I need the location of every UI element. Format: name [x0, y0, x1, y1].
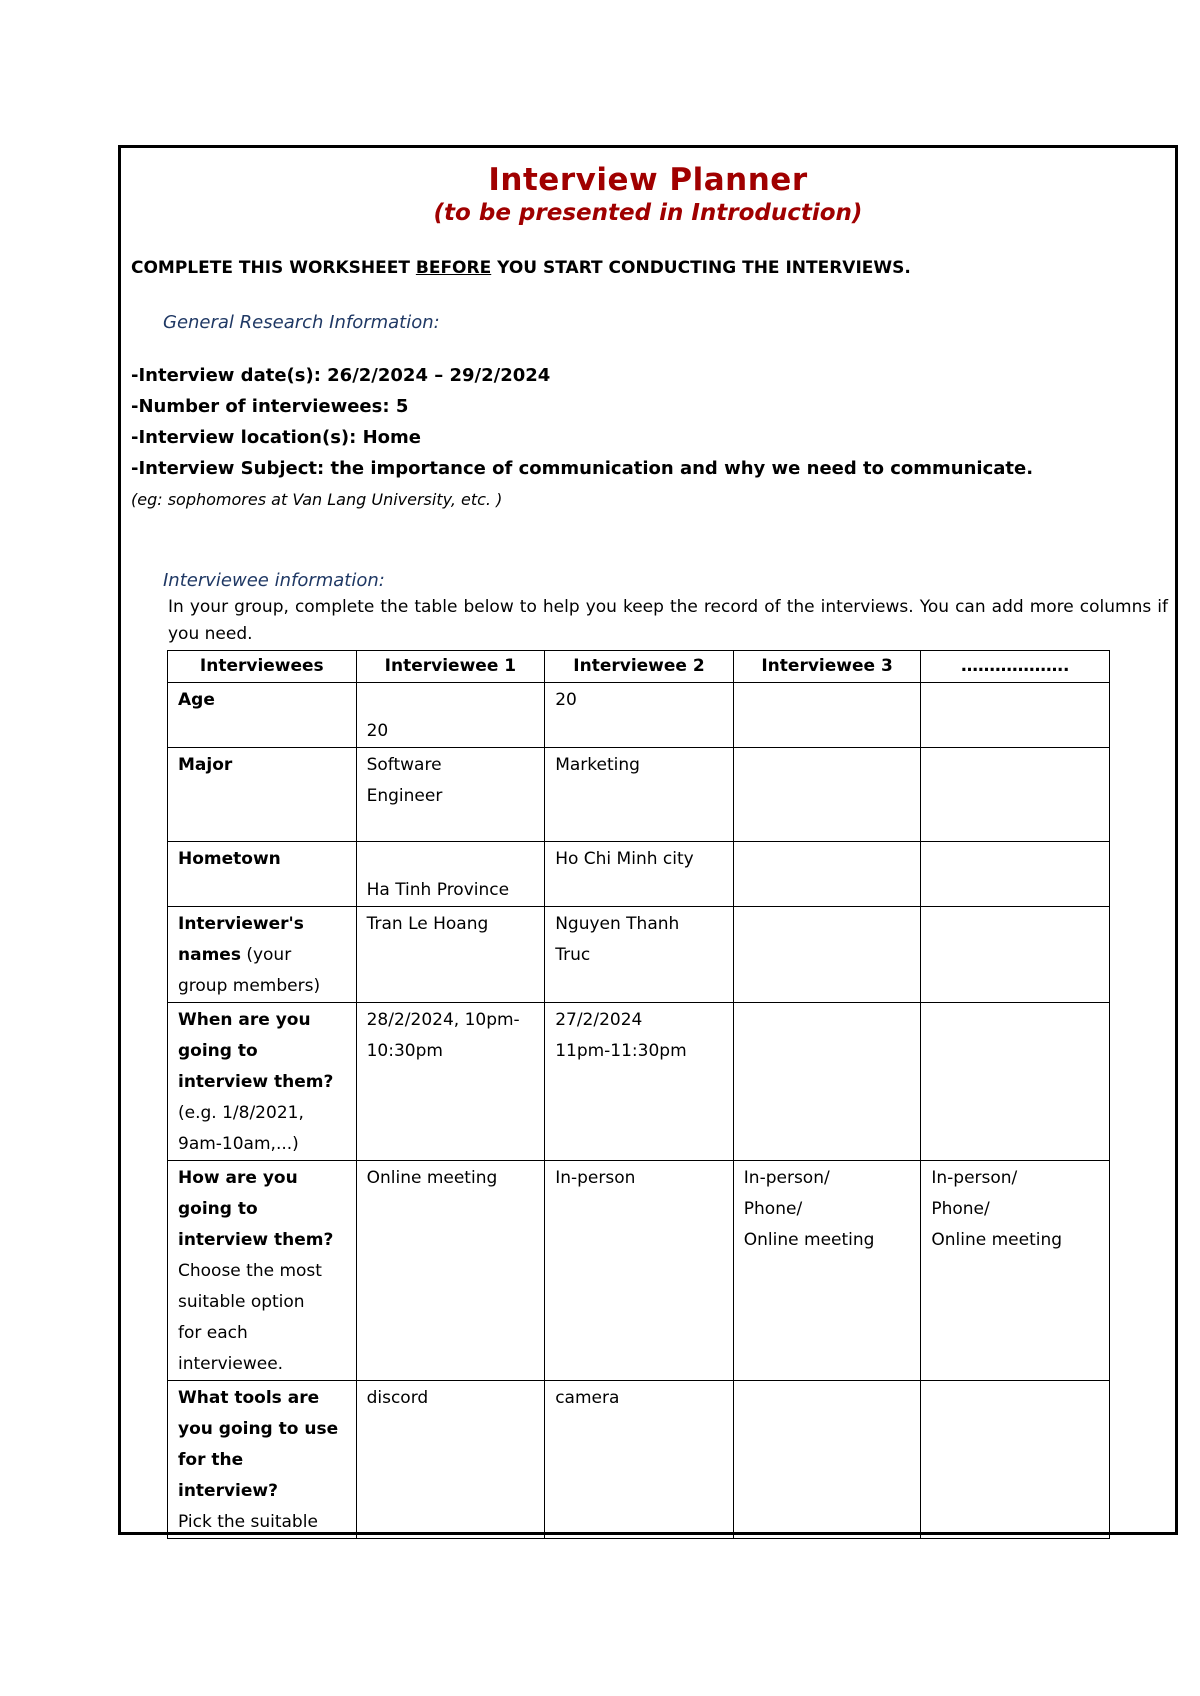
cell-hometown-3 — [733, 842, 921, 907]
table-row-tools — [168, 1381, 1110, 1539]
cell-when-4 — [921, 1003, 1110, 1161]
cell-interviewer-4 — [921, 907, 1110, 1003]
header-interviewee-3: Interviewee 3 — [733, 651, 921, 683]
table-row-age — [168, 683, 1110, 748]
header-interviewees: Interviewees — [168, 651, 357, 683]
table-row-when — [168, 1003, 1110, 1161]
table-row-how — [168, 1161, 1110, 1381]
cell-major-1: Software Engineer — [356, 748, 545, 842]
interview-location: -Interview location(s): Home — [131, 427, 422, 448]
cell-tools-2: camera — [545, 1381, 734, 1539]
cell-hometown-4 — [921, 842, 1110, 907]
row-label-when: When are you going to interview them? (e.g. 1/8/2021, 9am-10am,...) — [168, 1003, 357, 1161]
row-label-tools: What tools are you going to use for the interview? Pick the suitable — [168, 1381, 357, 1539]
worksheet-instruction: COMPLETE THIS WORKSHEET BEFORE YOU START CONDUCTING THE INTERVIEWS. — [131, 258, 911, 278]
page-subtitle: (to be presented in Introduction) — [433, 200, 863, 226]
header-interviewee-2: Interviewee 2 — [545, 651, 734, 683]
cell-interviewer-2: Nguyen Thanh Truc — [545, 907, 734, 1003]
page-frame — [118, 145, 1178, 1535]
cell-major-3 — [733, 748, 921, 842]
header-more: ………………. — [921, 651, 1110, 683]
cell-major-2: Marketing — [545, 748, 734, 842]
subject-example: (eg: sophomores at Van Lang University, etc. ) — [131, 490, 503, 509]
cell-how-2: In-person — [545, 1161, 734, 1381]
row-label-hometown: Hometown — [168, 842, 357, 907]
row-label-age: Age — [168, 683, 357, 748]
cell-age-2: 20 — [545, 683, 734, 748]
cell-when-2: 27/2/2024 11pm-11:30pm — [545, 1003, 734, 1161]
interviewee-table — [167, 650, 1110, 1539]
cell-when-3 — [733, 1003, 921, 1161]
cell-when-1: 28/2/2024, 10pm- 10:30pm — [356, 1003, 545, 1161]
table-row-major — [168, 748, 1110, 842]
general-info-heading: General Research Information: — [163, 312, 440, 333]
row-label-major: Major — [168, 748, 357, 842]
cell-how-1: Online meeting — [356, 1161, 545, 1381]
table-row-interviewer — [168, 907, 1110, 1003]
cell-age-1: 20 — [356, 683, 545, 748]
cell-tools-3 — [733, 1381, 921, 1539]
interviewee-info-heading: Interviewee information: — [163, 570, 385, 591]
cell-age-4 — [921, 683, 1110, 748]
row-label-how: How are you going to interview them? Choose the most suitable option for each interviewee. — [168, 1161, 357, 1381]
table-row-hometown — [168, 842, 1110, 907]
cell-age-3 — [733, 683, 921, 748]
cell-interviewer-3 — [733, 907, 921, 1003]
cell-hometown-2: Ho Chi Minh city — [545, 842, 734, 907]
cell-major-4 — [921, 748, 1110, 842]
interview-date: -Interview date(s): 26/2/2024 – 29/2/2024 — [131, 365, 551, 386]
header-interviewee-1: Interviewee 1 — [356, 651, 545, 683]
page-title: Interview Planner — [488, 162, 808, 198]
cell-interviewer-1: Tran Le Hoang — [356, 907, 545, 1003]
cell-tools-4 — [921, 1381, 1110, 1539]
cell-how-3: In-person/ Phone/ Online meeting — [733, 1161, 921, 1381]
cell-hometown-1: Ha Tinh Province — [356, 842, 545, 907]
cell-how-4: In-person/ Phone/ Online meeting — [921, 1161, 1110, 1381]
row-label-interviewer: Interviewer's names (your group members) — [168, 907, 357, 1003]
table-intro: In your group, complete the table below to help you keep the record of the interviews. You can add more columns if you need. — [168, 597, 1168, 644]
table-header-row — [168, 651, 1110, 683]
interviewee-count: -Number of interviewees: 5 — [131, 396, 409, 417]
cell-tools-1: discord — [356, 1381, 545, 1539]
interview-subject: -Interview Subject: the importance of communication and why we need to communicate. — [131, 458, 1034, 479]
